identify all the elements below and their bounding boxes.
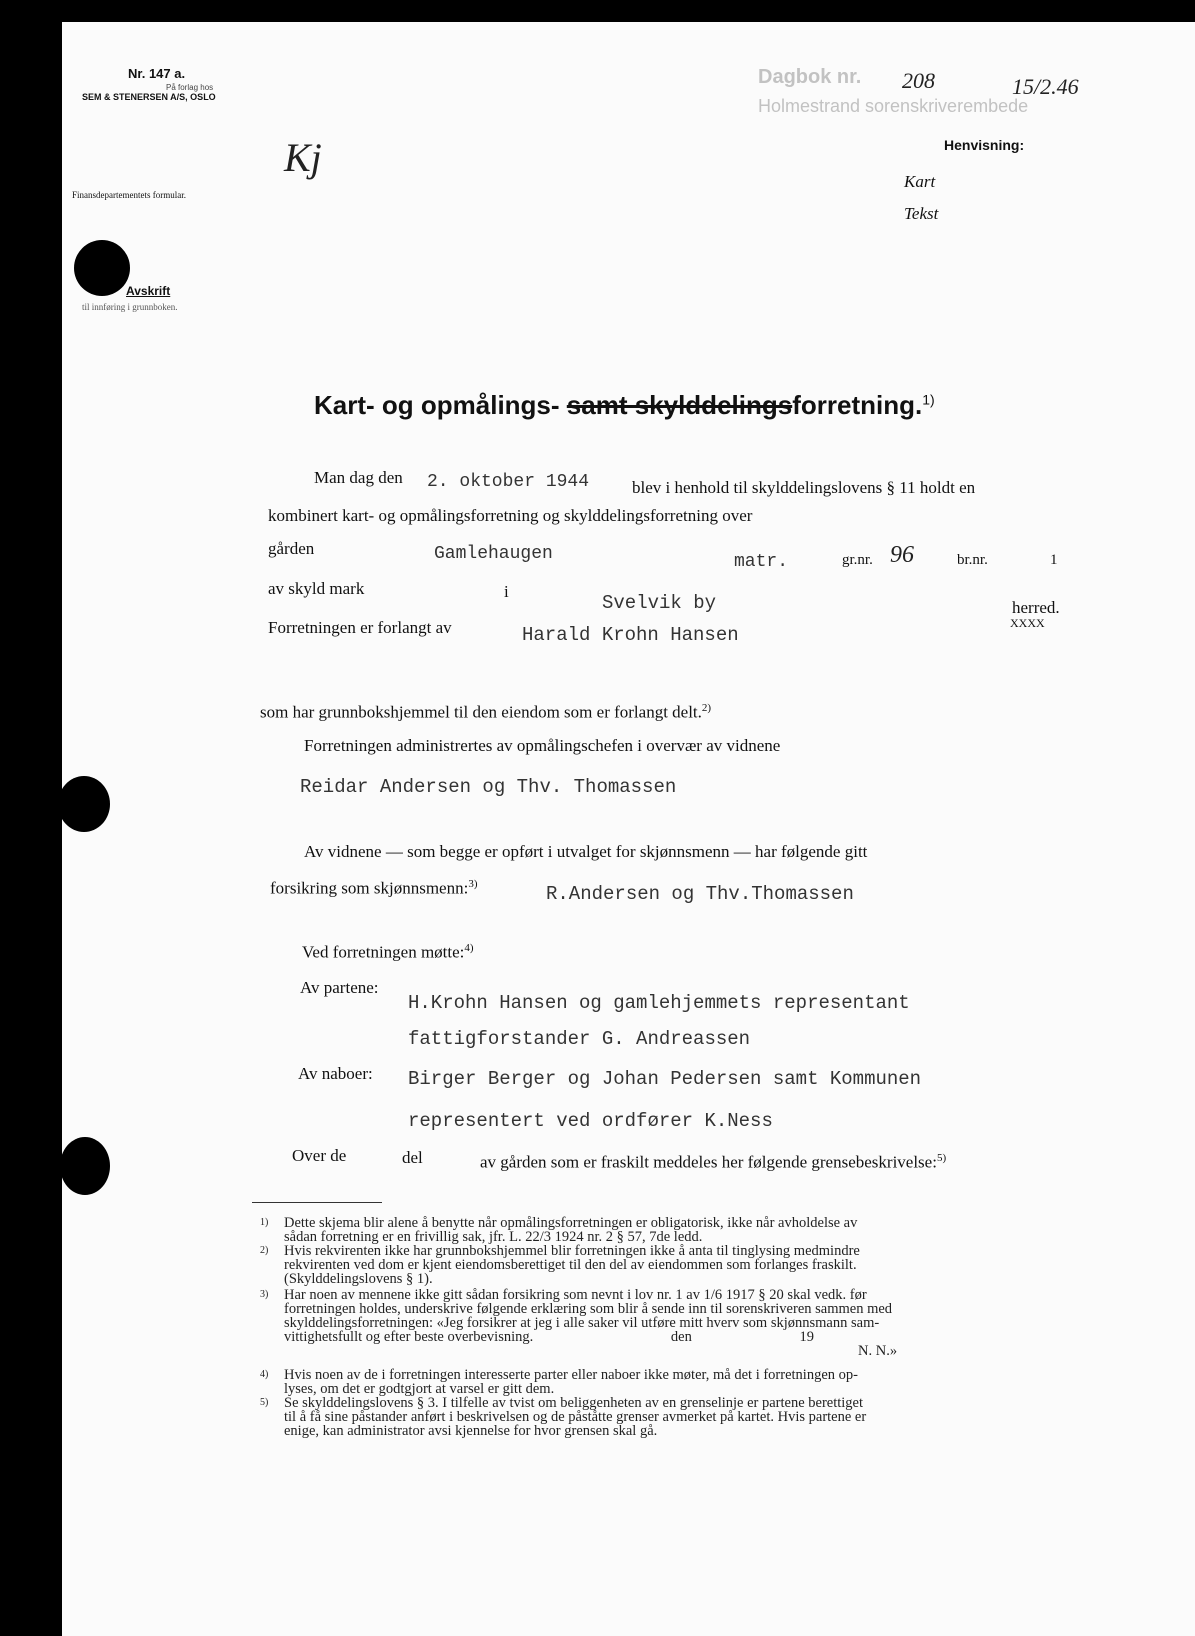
- footnote-5-number: 5): [260, 1397, 269, 1408]
- footnote-1-number: 1): [260, 1217, 269, 1228]
- neighbours-line-1: Birger Berger og Johan Pedersen samt Kommunen: [408, 1068, 922, 1090]
- punch-hole-bottom: [60, 1137, 110, 1195]
- farm-label: gården: [268, 539, 315, 558]
- title-holder-text: [260, 702, 711, 723]
- combined-business-line: kombinert kart- og opmålingsforretning og skylddelingsforretning over: [268, 506, 753, 525]
- present-note: 4): [464, 942, 474, 954]
- title-part-2: forretning.: [792, 390, 923, 420]
- oath-text-2: [270, 878, 478, 899]
- publisher-line-1: På forlag hos: [166, 83, 214, 92]
- footnote-2-line-2: rekvirenten ved dom er kjent eiendomsberettiget til den del av eiendommen som forlanges fraskilt.: [284, 1257, 857, 1273]
- parties-label: Av partene:: [300, 978, 379, 997]
- boundary-text: [480, 1152, 946, 1173]
- footnote-divider: [252, 1202, 382, 1203]
- gnr-value: 96: [890, 542, 914, 568]
- oath-note: 3): [468, 878, 478, 890]
- date-line-prefix: Man dag den: [314, 468, 403, 487]
- footnote-3: [260, 1287, 898, 1359]
- present-label: [302, 942, 474, 963]
- meeting-date: 2. oktober 1944: [427, 472, 590, 492]
- registry-number: 208: [902, 68, 935, 93]
- ministry-form-label: Finansdepartementets formular.: [72, 190, 186, 200]
- registry-stamp-label: Dagbok nr.: [758, 66, 862, 88]
- in-label: i: [504, 582, 509, 601]
- neighbours-line-2: representert ved ordfører K.Ness: [408, 1110, 773, 1132]
- date-line-suffix: blev i henhold til skylddelingslovens § 11 holdt en: [632, 478, 976, 497]
- matr-label: matr.: [734, 552, 789, 572]
- footnote-5-line-3: enige, kan administrator avsi kjennelse for hvor grensen skal gå.: [284, 1423, 658, 1439]
- municipality: Svelvik by: [602, 592, 717, 614]
- footnote-5-line-1: Se skylddelingslovens § 3. I tilfelle av tvist om beliggenheten av en grenselinje er partene berettiget: [284, 1395, 864, 1411]
- registry-office: Holmestrand sorenskriverembede: [758, 96, 1029, 116]
- title-part-1: Kart- og opmålings-: [314, 390, 567, 420]
- neighbours-label: Av naboer:: [298, 1064, 373, 1083]
- title-struck-part: samt skylddelings: [566, 390, 793, 420]
- title-note: 1): [922, 391, 935, 408]
- footnote-1: [260, 1215, 858, 1245]
- punch-hole-middle: [58, 776, 110, 832]
- handwritten-initials: Kj: [284, 135, 322, 180]
- footnote-4: [260, 1367, 858, 1397]
- footnote-2-line-1: Hvis rekvirenten ikke har grunnbokshjemmel blir forretningen ikke å anta til tinglysing medmindre: [284, 1243, 860, 1259]
- footnote-1-line-2: sådan forretning er en frivillig sak, jfr. L. 22/3 1924 nr. 2 § 57, 7de ledd.: [284, 1229, 703, 1245]
- footnote-3-year: 19: [799, 1329, 814, 1345]
- footnote-3-den: den: [670, 1329, 692, 1345]
- herred-cross-out: XXXX: [1010, 616, 1045, 630]
- witness-names: Reidar Andersen og Thv. Thomassen: [300, 776, 677, 798]
- title-holder-note: 2): [701, 702, 712, 714]
- herred-label: herred.: [1012, 598, 1060, 617]
- oath-signers: R.Andersen og Thv.Thomassen: [546, 883, 854, 905]
- document-page: [62, 22, 1195, 1636]
- footnote-3-line-4: [284, 1330, 897, 1344]
- bnr-value: 1: [1050, 552, 1058, 568]
- footnote-2-line-3: (Skylddelingslovens § 1).: [284, 1271, 433, 1287]
- over-de-label: Over de: [292, 1146, 347, 1165]
- reference-map: Kart: [904, 172, 936, 191]
- footnote-4-line-2: lyses, om det er godtgjort at varsel er gitt dem.: [284, 1381, 555, 1397]
- copy-title: Avskrift: [126, 284, 171, 298]
- requested-by: Harald Krohn Hansen: [522, 624, 739, 646]
- parties-line-1: H.Krohn Hansen og gamlehjemmets representant: [408, 992, 910, 1014]
- copy-subtitle: til innføring i grunnboken.: [82, 302, 178, 312]
- title-holder-sentence: som har grunnbokshjemmel til den eiendom som er forlangt delt.: [260, 702, 702, 722]
- footnote-5: [260, 1395, 867, 1439]
- publisher-line-2: SEM & STENERSEN A/S, OSLO: [82, 92, 216, 102]
- footnote-3-line-2: forretningen holdes, underskrive følgende erklæring som blir å sende inn til sorenskriveren sammen med: [284, 1301, 893, 1317]
- footnote-3-number: 3): [260, 1289, 269, 1300]
- del-label: del: [402, 1148, 423, 1167]
- requested-label: Forretningen er forlangt av: [268, 618, 452, 637]
- registry-date: 15/2.46: [1012, 74, 1079, 99]
- oath-sentence: forsikring som skjønnsmenn:: [270, 878, 469, 898]
- reference-heading: Henvisning:: [944, 137, 1025, 153]
- skyld-label: av skyld mark: [268, 579, 365, 598]
- footnote-4-line-1: Hvis noen av de i forretningen interesserte parter eller naboer ikke møter, må det i forretningen op-: [284, 1367, 858, 1383]
- footnote-2: [260, 1243, 860, 1287]
- footnote-5-line-2: til å få sine påstander anført i beskrivelsen og de påståtte grenser avmerket på kartet. Hvis partene er: [284, 1409, 867, 1425]
- footnote-2-number: 2): [260, 1245, 269, 1256]
- parties-line-2: fattigforstander G. Andreassen: [408, 1028, 751, 1050]
- form-number: Nr. 147 a.: [128, 66, 186, 81]
- present-text: Ved forretningen møtte:: [302, 942, 465, 962]
- administration-text: Forretningen administrertes av opmålingschefen i overvær av vidnene: [304, 736, 781, 755]
- footnote-4-number: 4): [260, 1369, 269, 1380]
- document-title: [314, 390, 935, 421]
- boundary-sentence: av gården som er fraskilt meddeles her følgende grensebeskrivelse:: [480, 1152, 937, 1172]
- footnote-3-line-4-text: vittighetsfullt og efter beste overbevisning.: [284, 1329, 534, 1345]
- footnote-3-line-5: N. N.»: [858, 1343, 898, 1359]
- footnote-3-line-1: Har noen av mennene ikke gitt sådan forsikring som nevnt i lov nr. 1 av 1/6 1917 § 20 skal vedk. før: [284, 1287, 867, 1303]
- footnote-3-line-3: skylddelingsforretningen: «Jeg forsikrer at jeg i alle saker vil utføre mitt hverv som skjønnsmann sam-: [284, 1315, 880, 1331]
- gnr-label: gr.nr.: [842, 552, 873, 568]
- reference-text: Tekst: [904, 204, 939, 223]
- farm-name: Gamlehaugen: [434, 544, 553, 564]
- footnote-1-line-1: Dette skjema blir alene å benytte når opmålingsforretningen er obligatorisk, ikke når avholdelse av: [284, 1215, 858, 1231]
- oath-text: Av vidnene — som begge er opført i utvalget for skjønnsmenn — har følgende gitt: [304, 842, 868, 861]
- boundary-note: 5): [936, 1152, 947, 1164]
- bnr-label: br.nr.: [957, 552, 988, 568]
- punch-hole-top: [74, 240, 130, 296]
